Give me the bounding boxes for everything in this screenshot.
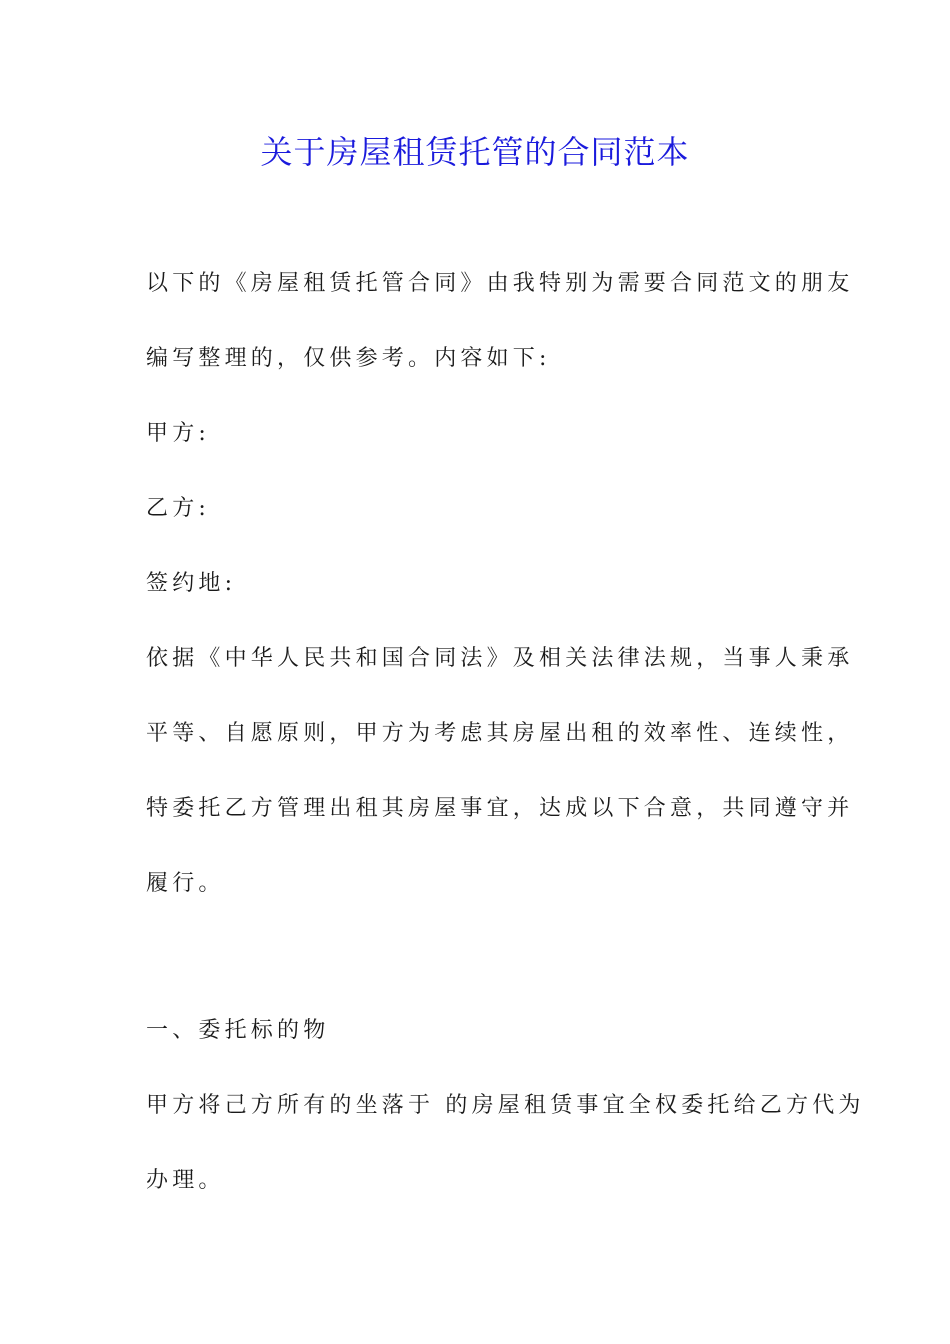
paragraph-line: 编写整理的，仅供参考。内容如下: — [146, 346, 551, 371]
document-title: 关于房屋租赁托管的合同范本 — [260, 133, 690, 171]
paragraph-line: 履行。 — [146, 871, 225, 896]
paragraph-line: 特委托乙方管理出租其房屋事宜，达成以下合意，共同遵守并 — [146, 796, 854, 821]
paragraph-line: 以下的《房屋租赁托管合同》由我特别为需要合同范文的朋友 — [146, 271, 854, 296]
paragraph-line: 依据《中华人民共和国合同法》及相关法律法规，当事人秉承 — [146, 646, 854, 671]
party-a-label: 甲方: — [146, 421, 211, 446]
party-b-label: 乙方: — [146, 496, 211, 521]
paragraph-line: 办理。 — [146, 1168, 225, 1193]
section-heading: 一、委托标的物 — [146, 1018, 330, 1043]
paragraph-line: 平等、自愿原则，甲方为考虑其房屋出租的效率性、连续性， — [146, 721, 854, 746]
paragraph-line: 甲方将己方所有的坐落于 的房屋租赁事宜全权委托给乙方代为 — [146, 1093, 865, 1118]
signing-place-label: 签约地: — [146, 571, 237, 596]
